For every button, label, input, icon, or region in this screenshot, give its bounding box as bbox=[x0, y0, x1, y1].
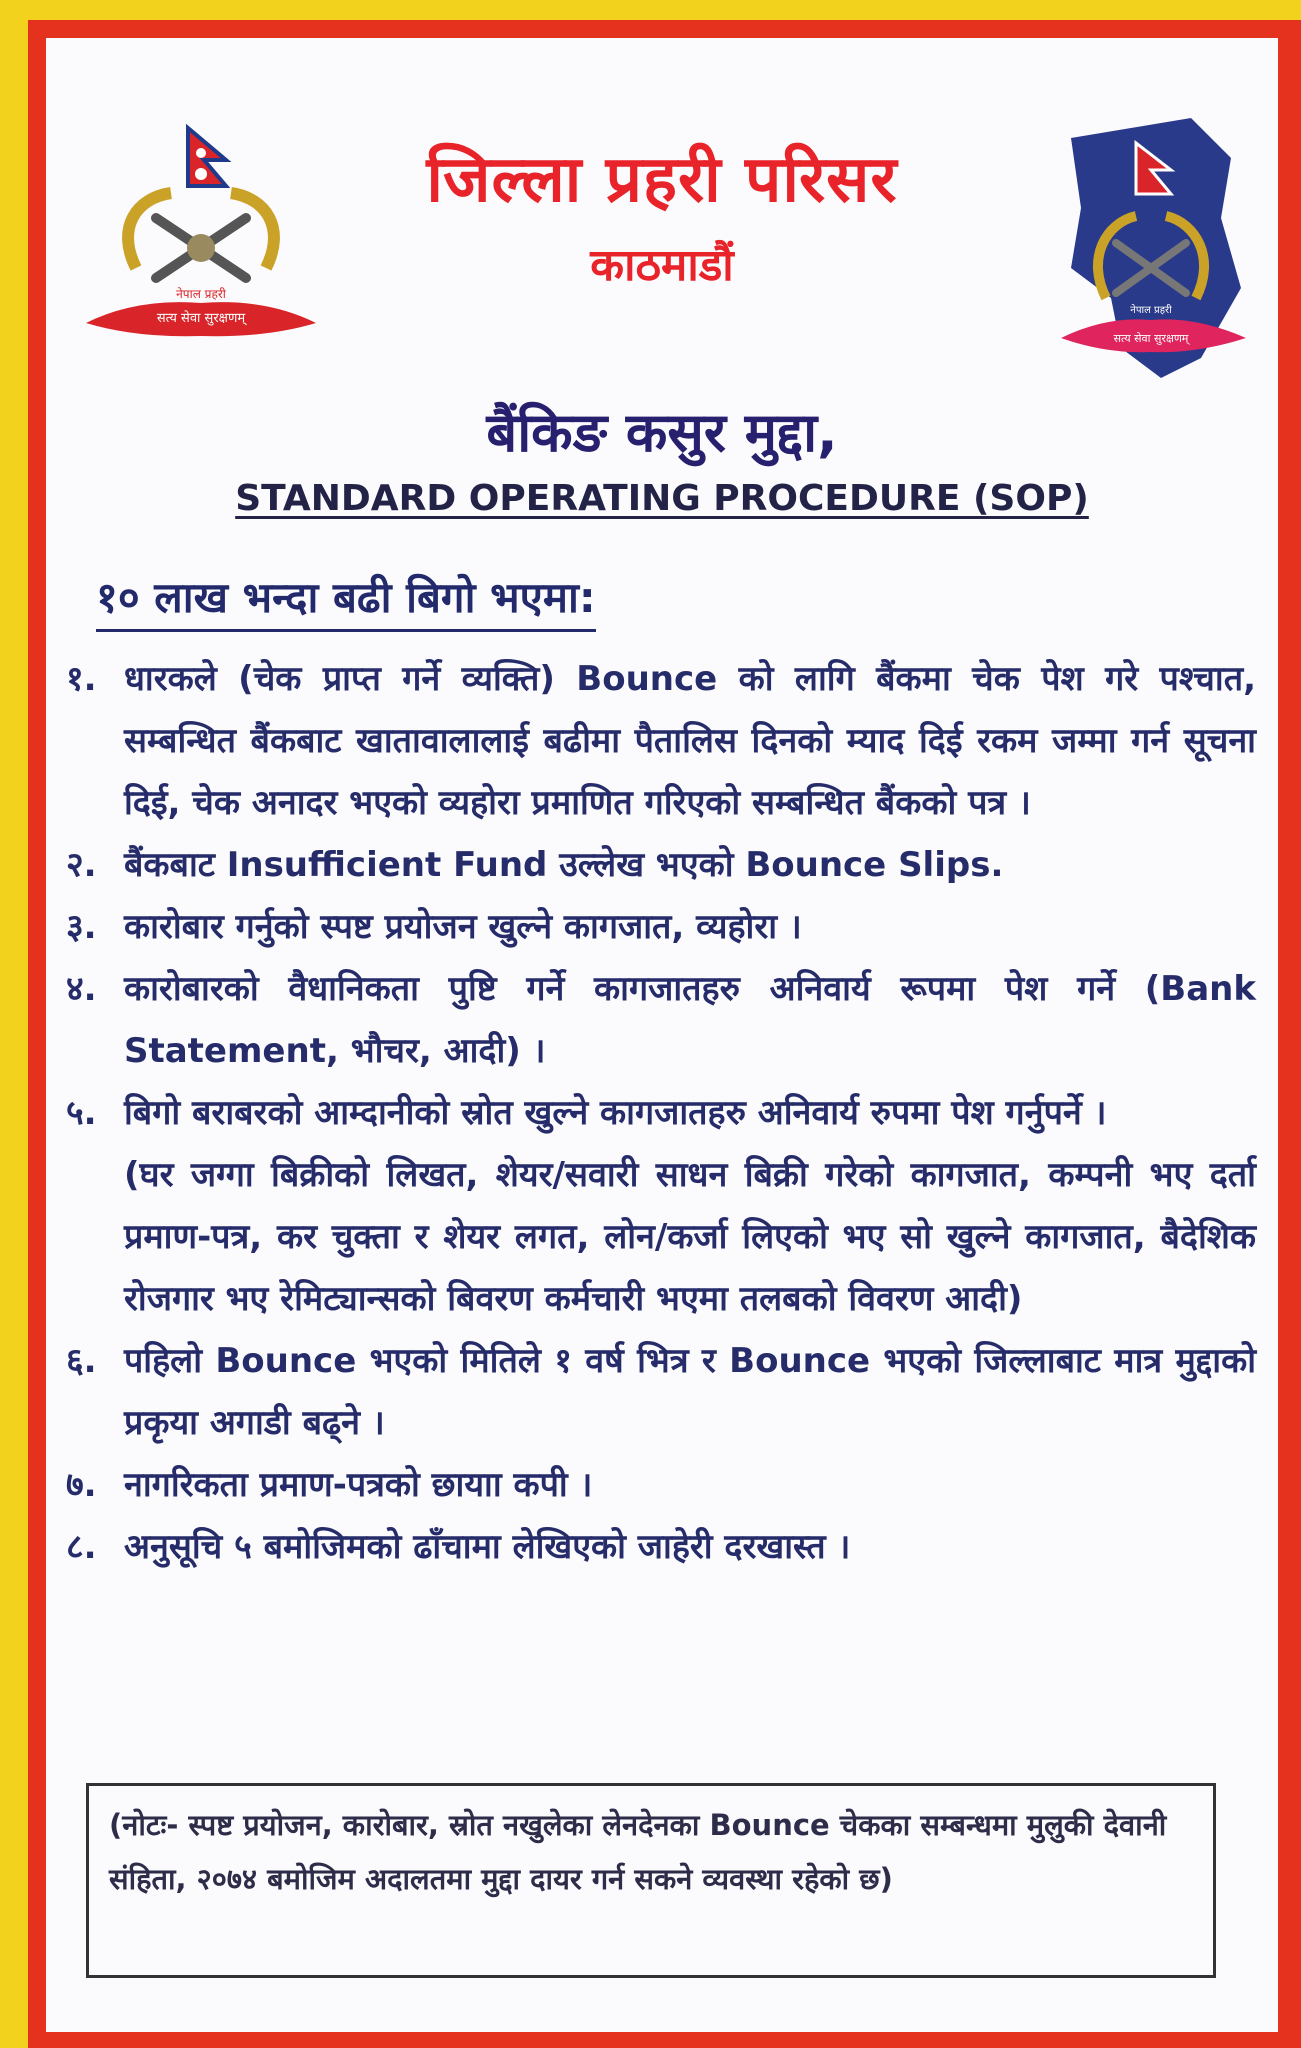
item-number: १. bbox=[66, 659, 97, 699]
item-5-note: (घर जग्गा बिक्रीको लिखत, शेयर/सवारी साधन बिक्री गरेको कागजात, कम्पनी भए दर्ता प्रमाण-पत्र, कर चुक्ता र शेयर लगत, लोन/कर्जा लिएको भए सो खुल्ने कागजात, बैदेशिक रोजगार भए रेमिट्यान्सको बिवरण कर्मचारी भएमा तलबको विवरण आदी) bbox=[124, 1155, 1256, 1319]
item-text: कारोबार गर्नुको स्पष्ट प्रयोजन खुल्ने कागजात, व्यहोरा । bbox=[124, 907, 802, 947]
page-subtitle: काठमाडौं bbox=[590, 240, 734, 291]
sop-heading-nepali: बैंकिङ कसुर मुद्दा, bbox=[486, 401, 838, 464]
note-box: (नोटः- स्पष्ट प्रयोजन, कारोबार, स्रोत नखुलेका लेनदेनका Bounce चेकका सम्बन्धमा मुलुकी देवानी संहिता, २०७४ बमोजिम अदालतमा मुद्दा दायर गर्न सकने व्यवस्था रहेको छ) bbox=[86, 1783, 1216, 1978]
notice-paper bbox=[46, 38, 1278, 2032]
list-item bbox=[66, 648, 1256, 834]
list-item bbox=[66, 1516, 1256, 1578]
item-number: ८. bbox=[66, 1527, 97, 1567]
list-item bbox=[66, 834, 1256, 896]
item-text: बिगो बराबरको आम्दानीको स्रोत खुल्ने कागजातहरु अनिवार्य रुपमा पेश गर्नुपर्ने । bbox=[124, 1093, 1107, 1133]
svg-text:नेपाल प्रहरी: नेपाल प्रहरी bbox=[176, 287, 226, 301]
item-number: ७. bbox=[66, 1465, 97, 1505]
item-text: कारोबारको वैधानिकता पुष्टि गर्ने कागजातहरु अनिवार्य रूपमा पेश गर्ने (Bank Statement, भौचर, आदी) । bbox=[124, 969, 1256, 1071]
svg-text:सत्य सेवा सुरक्षणम्: सत्य सेवा सुरक्षणम् bbox=[156, 311, 246, 326]
item-number: २. bbox=[66, 845, 97, 885]
item-text: बैंकबाट Insufficient Fund उल्लेख भएको Bounce Slips. bbox=[124, 845, 1004, 885]
item-number: ६. bbox=[66, 1341, 97, 1381]
list-item bbox=[66, 896, 1256, 958]
condition-heading: १० लाख भन्दा बढी बिगो भएमा: bbox=[96, 568, 596, 632]
item-text: धारकले (चेक प्राप्त गर्ने व्यक्ति) Bounce को लागि बैंकमा चेक पेश गरे पश्चात, सम्बन्धित बैंकबाट खातावालालाई बढीमा पैतालिस दिनको म्याद दिई रकम जम्मा गर्न सूचना दिई, चेक अनादर भएको व्यहोरा प्रमाणित गरिएको सम्बन्धित बैंकको पत्र । bbox=[124, 659, 1256, 823]
item-text: अनुसूचि ५ बमोजिमको ढाँचामा लेखिएको जाहेरी दरखास्त । bbox=[124, 1527, 851, 1567]
page-title: जिल्ला प्रहरी परिसर bbox=[426, 143, 898, 217]
item-text: पहिलो Bounce भएको मितिले १ वर्ष भित्र र Bounce भएको जिल्लाबाट मात्र मुद्दाको प्रकृया अगाडी बढ्ने । bbox=[124, 1341, 1256, 1443]
svg-text:नेपाल प्रहरी: नेपाल प्रहरी bbox=[1130, 305, 1172, 316]
sop-heading-english: STANDARD OPERATING PROCEDURE (SOP) bbox=[235, 478, 1089, 519]
list-item bbox=[66, 1454, 1256, 1516]
item-number: ४. bbox=[66, 969, 97, 1009]
item-number: ३. bbox=[66, 907, 97, 947]
procedure-list bbox=[66, 648, 1256, 1578]
item-number: ५. bbox=[66, 1093, 97, 1133]
list-item bbox=[66, 1082, 1256, 1144]
item-text: नागरिकता प्रमाण-पत्रको छायाा कपी । bbox=[124, 1465, 593, 1505]
list-item bbox=[66, 958, 1256, 1082]
svg-text:सत्य सेवा सुरक्षणम्: सत्य सेवा सुरक्षणम् bbox=[1113, 332, 1189, 345]
list-item bbox=[66, 1330, 1256, 1454]
